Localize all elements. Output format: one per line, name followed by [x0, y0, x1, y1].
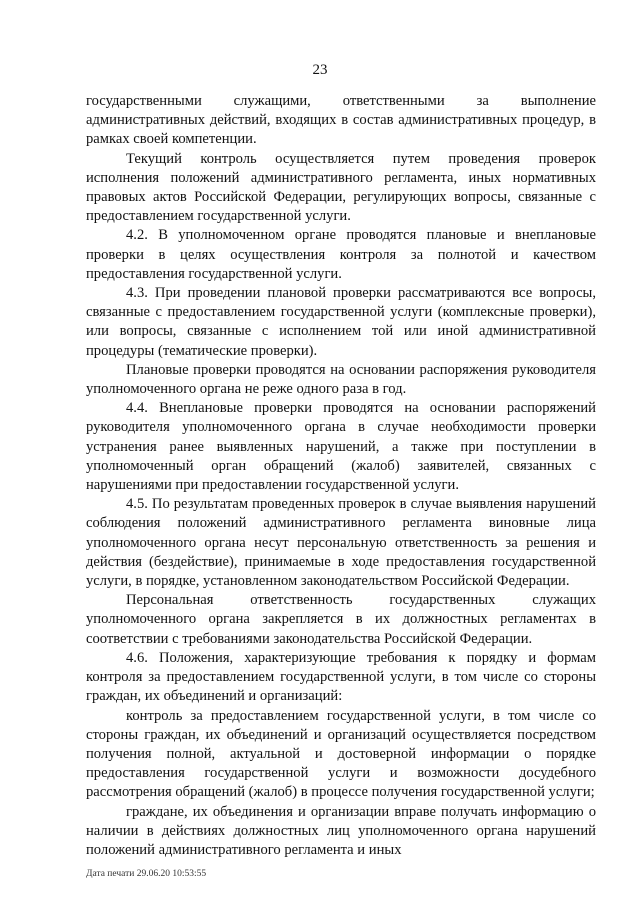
paragraph: 4.6. Положения, характеризующие требования к порядку и формам контроля за предоставлением государственной услуги, в том числе со стороны граждан, их объединений и организаций: [86, 649, 596, 705]
paragraph: Текущий контроль осуществляется путем проведения проверок исполнения положений административного регламента, иных нормативных правовых актов Российской Федерации, регулирующих вопросы, связанные с предоставлением государственной услуги. [86, 150, 596, 225]
page-number: 23 [312, 62, 328, 78]
paragraph: Персональная ответственность государственных служащих уполномоченного органа закрепляется в их должностных регламентах в соответствии с требованиями законодательства Российской Федерации. [86, 592, 596, 647]
paragraph: государственными служащими, ответственными за выполнение административных действий, входящих в состав административных процедур, в рамках своей компетенции. [86, 93, 596, 148]
paragraph: контроль за предоставлением государственной услуги, в том числе со стороны граждан, их объединений и организаций осуществляется посредством получения полной, актуальной и достоверной информации о порядке предоставления государственной услуги и возможности досудебного рассмотрения обращений (жалоб) в процессе получения государственной услуги; [86, 707, 596, 801]
paragraph: 4.5. По результатам проведенных проверок в случае выявления нарушений соблюдения положений административного регламента виновные лица уполномоченного органа несут персональную ответственность за решения и действия (бездействие), принимаемые в ходе предоставления государственной услуги, в порядке, установленном законодательством Российской Федерации. [86, 496, 596, 590]
paragraph: 4.4. Внеплановые проверки проводятся на основании распоряжений руководителя уполномоченного органа в случае необходимости проверки устранения ранее выявленных нарушений, а также при поступлении в уполномоченный орган обращений (жалоб) заявителей, связанных с нарушениями при предоставлении государственной услуги. [86, 400, 596, 494]
print-date: Дата печати 29.06.20 10:53:55 [86, 869, 207, 879]
paragraph: 4.3. При проведении плановой проверки рассматриваются все вопросы, связанные с предоставлением государственной услуги (комплексные проверки), или вопросы, связанные с исполнением той или иной административной процедуры (тематические проверки). [86, 285, 596, 359]
paragraph: граждане, их объединения и организации вправе получать информацию о наличии в действиях должностных лиц уполномоченного органа нарушений положений административного регламента и иных [86, 803, 596, 858]
document-body [86, 92, 596, 860]
paragraph: 4.2. В уполномоченном органе проводятся плановые и внеплановые проверки в целях осуществления контроля за полнотой и качеством предоставления государственной услуги. [86, 227, 596, 282]
paragraph: Плановые проверки проводятся на основании распоряжения руководителя уполномоченного органа не реже одного раза в год. [86, 361, 596, 398]
